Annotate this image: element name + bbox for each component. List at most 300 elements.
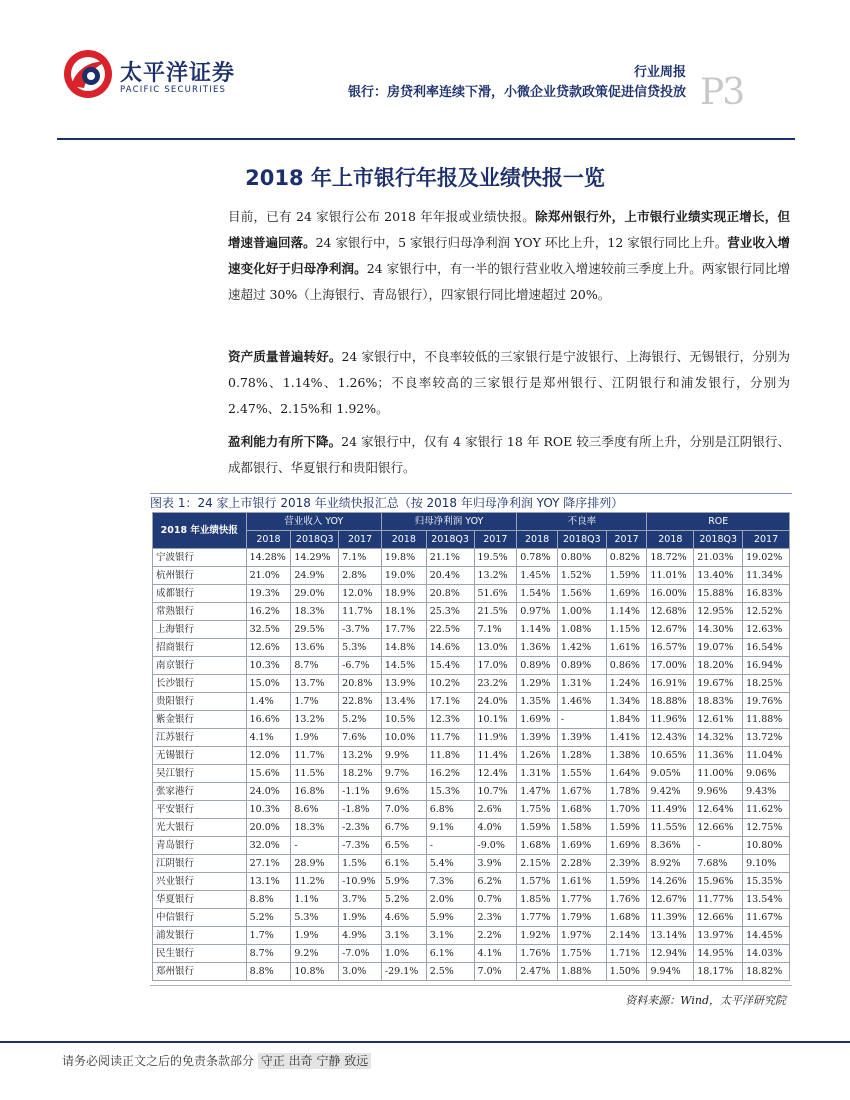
table-cell: 14.30%: [694, 621, 743, 639]
table-cell: 9.2%: [291, 945, 339, 963]
table-cell: 1.56%: [557, 585, 606, 603]
table-cell: 1.97%: [557, 927, 606, 945]
table-cell: -: [426, 837, 474, 855]
table-cell: 6.1%: [426, 945, 474, 963]
bank-name-cell: 中信银行: [153, 909, 247, 927]
table-row: [153, 963, 790, 981]
table-cell: 16.6%: [246, 711, 291, 729]
table-cell: 12.95%: [694, 603, 743, 621]
table-cell: 0.86%: [606, 657, 647, 675]
table-cell: 19.5%: [474, 549, 517, 567]
table-cell: 19.07%: [694, 639, 743, 657]
paragraph-profitability: [228, 429, 790, 481]
table-cell: 1.69%: [606, 585, 647, 603]
page-number: P3: [700, 72, 744, 113]
footer-disclaimer: 请务必阅读正文之后的免责条款部分: [62, 1054, 255, 1068]
table-cell: 14.45%: [743, 927, 790, 945]
table-row: [153, 891, 790, 909]
table-cell: 10.0%: [381, 729, 426, 747]
table-cell: -29.1%: [381, 963, 426, 981]
table-cell: 18.83%: [694, 693, 743, 711]
table-row: [153, 675, 790, 693]
table-row: [153, 945, 790, 963]
table-cell: 4.6%: [381, 909, 426, 927]
bank-name-cell: 南京银行: [153, 657, 247, 675]
table-cell: 1.26%: [517, 747, 558, 765]
table-cell: 7.3%: [426, 873, 474, 891]
table-cell: 11.67%: [743, 909, 790, 927]
table-cell: -: [291, 837, 339, 855]
table-cell: 22.5%: [426, 621, 474, 639]
table-cell: 9.10%: [743, 855, 790, 873]
table-cell: 5.2%: [339, 711, 382, 729]
table-cell: 18.82%: [743, 963, 790, 981]
table-cell: 1.9%: [291, 927, 339, 945]
bank-name-cell: 贵阳银行: [153, 693, 247, 711]
table-cell: 1.76%: [606, 891, 647, 909]
bank-name-cell: 光大银行: [153, 819, 247, 837]
table-cell: 12.52%: [743, 603, 790, 621]
table-source: 资料来源：Wind，太平洋研究院: [625, 994, 786, 1007]
table-cell: -1.8%: [339, 801, 382, 819]
footer: [62, 1052, 371, 1069]
table-cell: 6.2%: [474, 873, 517, 891]
table-cell: 12.3%: [426, 711, 474, 729]
table-cell: 14.6%: [426, 639, 474, 657]
table-row: [153, 549, 790, 567]
header-divider: [57, 138, 795, 140]
table-cell: 1.36%: [517, 639, 558, 657]
table-cell: 1.5%: [339, 855, 382, 873]
table-cell: 14.29%: [291, 549, 339, 567]
table-cell: 1.42%: [557, 639, 606, 657]
table-cell: 13.0%: [474, 639, 517, 657]
table-cell: 12.0%: [246, 747, 291, 765]
table-cell: 15.96%: [694, 873, 743, 891]
table-cell: 1.14%: [606, 603, 647, 621]
table-cell: 13.1%: [246, 873, 291, 891]
table-cell: 1.45%: [517, 567, 558, 585]
table-cell: 1.61%: [606, 639, 647, 657]
table-cell: 1.75%: [517, 801, 558, 819]
table-cell: 1.79%: [557, 909, 606, 927]
bank-name-cell: 兴业银行: [153, 873, 247, 891]
table-cell: 20.4%: [426, 567, 474, 585]
table-row: [153, 819, 790, 837]
table-cell: 11.7%: [426, 729, 474, 747]
table-row: [153, 693, 790, 711]
table-cell: 12.43%: [647, 729, 694, 747]
footer-divider: [0, 1041, 850, 1043]
company-logo: [62, 48, 236, 104]
table-cell: 1.84%: [606, 711, 647, 729]
table-cell: -7.0%: [339, 945, 382, 963]
table-cell: -10.9%: [339, 873, 382, 891]
table-cell: 5.3%: [339, 639, 382, 657]
table-cell: 18.3%: [291, 603, 339, 621]
table-cell: 9.06%: [743, 765, 790, 783]
table-cell: 12.67%: [647, 891, 694, 909]
paragraph-text: 24 家银行中，仅有 4 家银行 18 年 ROE 较三季度有所上升，分别是江阴银行、成都银行、华夏银行和贵阳银行。: [228, 434, 790, 475]
table-cell: 1.7%: [291, 693, 339, 711]
table-cell: 1.92%: [517, 927, 558, 945]
table-cell: 1.71%: [606, 945, 647, 963]
table-cell: 8.36%: [647, 837, 694, 855]
table-cell: 1.7%: [246, 927, 291, 945]
table-cell: 1.57%: [517, 873, 558, 891]
table-cell: 14.28%: [246, 549, 291, 567]
table-cell: 9.96%: [694, 783, 743, 801]
table-cell: 2.28%: [557, 855, 606, 873]
table-row: [153, 747, 790, 765]
bank-name-cell: 民生银行: [153, 945, 247, 963]
logo-chinese-name: 太平洋证券: [120, 61, 236, 86]
table-cell: 1.61%: [557, 873, 606, 891]
table-row: [153, 639, 790, 657]
table-cell: 3.0%: [339, 963, 382, 981]
table-cell: 21.5%: [474, 603, 517, 621]
column-group-header: 不良率: [517, 513, 647, 531]
table-cell: 17.0%: [474, 657, 517, 675]
table-cell: 0.78%: [517, 549, 558, 567]
bank-name-cell: 杭州银行: [153, 567, 247, 585]
table-cell: 1.31%: [557, 675, 606, 693]
table-cell: 11.36%: [694, 747, 743, 765]
table-cell: 13.14%: [647, 927, 694, 945]
table-cell: 1.59%: [606, 567, 647, 585]
table-cell: 18.2%: [339, 765, 382, 783]
table-cell: 2.5%: [426, 963, 474, 981]
table-cell: 13.7%: [291, 675, 339, 693]
table-cell: 12.64%: [694, 801, 743, 819]
table-cell: 13.9%: [381, 675, 426, 693]
column-sub-header: 2017: [474, 531, 517, 549]
column-sub-header: 2017: [339, 531, 382, 549]
table-cell: 2.0%: [426, 891, 474, 909]
table-cell: 21.0%: [246, 567, 291, 585]
table-cell: 13.2%: [291, 711, 339, 729]
table-cell: 15.0%: [246, 675, 291, 693]
table-cell: 14.95%: [694, 945, 743, 963]
table-cell: 4.9%: [339, 927, 382, 945]
bank-name-cell: 张家港行: [153, 783, 247, 801]
table-cell: 10.5%: [381, 711, 426, 729]
table-cell: 1.68%: [606, 909, 647, 927]
table-cell: 9.43%: [743, 783, 790, 801]
table-row: [153, 711, 790, 729]
table-cell: 9.7%: [381, 765, 426, 783]
table-cell: 5.9%: [426, 909, 474, 927]
table-cell: 19.0%: [381, 567, 426, 585]
table-cell: 16.83%: [743, 585, 790, 603]
table-cell: 1.4%: [246, 693, 291, 711]
table-cell: 12.63%: [743, 621, 790, 639]
table-cell: 1.88%: [557, 963, 606, 981]
table-cell: 11.5%: [291, 765, 339, 783]
column-sub-header: 2018: [517, 531, 558, 549]
paragraph-highlight: 资产质量普遍转好。: [228, 349, 342, 364]
table-row: [153, 567, 790, 585]
table-cell: 1.0%: [381, 945, 426, 963]
table-cell: 10.3%: [246, 801, 291, 819]
table-cell: 4.0%: [474, 819, 517, 837]
table-cell: 10.80%: [743, 837, 790, 855]
table-cell: 1.75%: [557, 945, 606, 963]
table-cell: 1.68%: [517, 837, 558, 855]
table-cell: 12.6%: [246, 639, 291, 657]
table-cell: 4.1%: [474, 945, 517, 963]
table-cell: 5.2%: [381, 891, 426, 909]
table-cell: 0.89%: [517, 657, 558, 675]
table-cell: 1.77%: [517, 909, 558, 927]
table-caption: 图表 1：24 家上市银行 2018 年业绩快报汇总（按 2018 年归母净利润 YOY 降序排列）: [150, 493, 792, 512]
table-cell: 1.50%: [606, 963, 647, 981]
table-cell: 25.3%: [426, 603, 474, 621]
table-cell: 12.67%: [647, 621, 694, 639]
bank-name-cell: 常熟银行: [153, 603, 247, 621]
table-cell: 1.69%: [606, 837, 647, 855]
table-cell: 2.3%: [474, 909, 517, 927]
table-cell: 11.77%: [694, 891, 743, 909]
table-cell: 10.7%: [474, 783, 517, 801]
table-cell: 12.66%: [694, 909, 743, 927]
table-cell: 13.97%: [694, 927, 743, 945]
table-row: [153, 585, 790, 603]
table-cell: 1.55%: [557, 765, 606, 783]
table-cell: 8.8%: [246, 891, 291, 909]
table-cell: 11.7%: [291, 747, 339, 765]
paragraph-performance: [228, 204, 790, 308]
table-cell: 1.78%: [606, 783, 647, 801]
table-cell: 24.0%: [246, 783, 291, 801]
table-cell: 16.8%: [291, 783, 339, 801]
table-cell: 18.3%: [291, 819, 339, 837]
table-cell: 1.85%: [517, 891, 558, 909]
table-cell: 11.01%: [647, 567, 694, 585]
column-group-header: 归母净利润 YOY: [381, 513, 516, 531]
table-cell: 2.39%: [606, 855, 647, 873]
table-row: [153, 621, 790, 639]
column-sub-header: 2018Q3: [694, 531, 743, 549]
table-cell: 51.6%: [474, 585, 517, 603]
table-cell: 1.47%: [517, 783, 558, 801]
table-cell: 24.9%: [291, 567, 339, 585]
table-cell: 11.9%: [474, 729, 517, 747]
table-cell: 19.8%: [381, 549, 426, 567]
bank-name-cell: 招商银行: [153, 639, 247, 657]
table-cell: 3.1%: [426, 927, 474, 945]
table-cell: 1.34%: [606, 693, 647, 711]
table-cell: 1.59%: [517, 819, 558, 837]
table-cell: 13.2%: [339, 747, 382, 765]
table-cell: 9.42%: [647, 783, 694, 801]
table-cell: 32.0%: [246, 837, 291, 855]
table-cell: -7.3%: [339, 837, 382, 855]
table-cell: 1.76%: [517, 945, 558, 963]
bank-name-cell: 宁波银行: [153, 549, 247, 567]
table-cell: -: [694, 837, 743, 855]
table-cell: 18.88%: [647, 693, 694, 711]
table-cell: 11.34%: [743, 567, 790, 585]
bank-name-cell: 上海银行: [153, 621, 247, 639]
logo-english-name: PACIFIC SECURITIES: [120, 85, 227, 95]
table-row: [153, 603, 790, 621]
table-row: [153, 783, 790, 801]
table-row: [153, 657, 790, 675]
bank-name-cell: 郑州银行: [153, 963, 247, 981]
table-cell: -1.1%: [339, 783, 382, 801]
table-cell: 1.39%: [557, 729, 606, 747]
table-row: [153, 765, 790, 783]
table-cell: 9.1%: [426, 819, 474, 837]
table-cell: 13.4%: [381, 693, 426, 711]
table-row: [153, 801, 790, 819]
table-cell: 17.00%: [647, 657, 694, 675]
table-cell: 11.96%: [647, 711, 694, 729]
report-subtitle: 银行：房贷利率连续下滑，小微企业贷款政策促进信贷投放: [347, 85, 686, 100]
table-cell: 1.64%: [606, 765, 647, 783]
column-group-header: 营业收入 YOY: [246, 513, 381, 531]
table-cell: 14.03%: [743, 945, 790, 963]
table-cell: 12.0%: [339, 585, 382, 603]
table-cell: 21.03%: [694, 549, 743, 567]
table-cell: 1.9%: [339, 909, 382, 927]
bank-name-cell: 无锡银行: [153, 747, 247, 765]
table-row: [153, 873, 790, 891]
table-cell: 12.61%: [694, 711, 743, 729]
table-cell: 7.0%: [381, 801, 426, 819]
table-cell: 3.1%: [381, 927, 426, 945]
table-cell: 28.9%: [291, 855, 339, 873]
table-cell: 10.1%: [474, 711, 517, 729]
table-cell: 3.9%: [474, 855, 517, 873]
table-cell: 17.7%: [381, 621, 426, 639]
table-row: [153, 855, 790, 873]
table-cell: 12.4%: [474, 765, 517, 783]
table-cell: 24.0%: [474, 693, 517, 711]
table-cell: 1.14%: [517, 621, 558, 639]
table-cell: 8.92%: [647, 855, 694, 873]
table-cell: 11.8%: [426, 747, 474, 765]
pacific-securities-logo-icon: [62, 48, 114, 100]
table-cell: 13.6%: [291, 639, 339, 657]
table-cell: -: [557, 711, 606, 729]
table-cell: 1.31%: [517, 765, 558, 783]
table-cell: 15.3%: [426, 783, 474, 801]
table-cell: -9.0%: [474, 837, 517, 855]
bank-name-cell: 浦发银行: [153, 927, 247, 945]
table-cell: 10.65%: [647, 747, 694, 765]
table-cell: 17.1%: [426, 693, 474, 711]
table-cell: 4.1%: [246, 729, 291, 747]
table-cell: 0.80%: [557, 549, 606, 567]
page-title: 2018 年上市银行年报及业绩快报一览: [245, 166, 605, 190]
table-cell: 15.35%: [743, 873, 790, 891]
table-cell: 3.7%: [339, 891, 382, 909]
table-cell: 8.6%: [291, 801, 339, 819]
table-cell: 18.17%: [694, 963, 743, 981]
table-cell: 1.15%: [606, 621, 647, 639]
bank-performance-table: [152, 512, 790, 981]
table-cell: 10.3%: [246, 657, 291, 675]
table-cell: 5.2%: [246, 909, 291, 927]
table-cell: 16.94%: [743, 657, 790, 675]
table-cell: 18.20%: [694, 657, 743, 675]
bank-name-cell: 青岛银行: [153, 837, 247, 855]
table-cell: 1.54%: [517, 585, 558, 603]
table-cell: 0.82%: [606, 549, 647, 567]
column-sub-header: 2018: [246, 531, 291, 549]
table-cell: 6.1%: [381, 855, 426, 873]
table-cell: 7.1%: [339, 549, 382, 567]
paragraph-highlight: 营业收入增速变化好于归母净利润。: [228, 235, 790, 276]
table-cell: 7.0%: [474, 963, 517, 981]
table-cell: 11.4%: [474, 747, 517, 765]
table-cell: 1.9%: [291, 729, 339, 747]
table-cell: 1.58%: [557, 819, 606, 837]
table-cell: 1.59%: [606, 819, 647, 837]
table-cell: 11.62%: [743, 801, 790, 819]
table-cell: 1.28%: [557, 747, 606, 765]
report-type: 行业周报: [633, 65, 686, 80]
table-cell: 12.68%: [647, 603, 694, 621]
table-cell: 8.7%: [291, 657, 339, 675]
bank-name-cell: 紫金银行: [153, 711, 247, 729]
table-cell: 18.72%: [647, 549, 694, 567]
table-cell: 7.6%: [339, 729, 382, 747]
table-cell: -2.3%: [339, 819, 382, 837]
table-cell: 1.68%: [557, 801, 606, 819]
table-cell: 13.2%: [474, 567, 517, 585]
table-cell: 1.35%: [517, 693, 558, 711]
table-cell: 15.6%: [246, 765, 291, 783]
table-cell: 20.0%: [246, 819, 291, 837]
column-sub-header: 2018Q3: [426, 531, 474, 549]
table-cell: 14.5%: [381, 657, 426, 675]
table-cell: 0.7%: [474, 891, 517, 909]
table-cell: 5.9%: [381, 873, 426, 891]
table-cell: 21.1%: [426, 549, 474, 567]
table-cell: 1.24%: [606, 675, 647, 693]
table-cell: 6.8%: [426, 801, 474, 819]
bank-name-cell: 成都银行: [153, 585, 247, 603]
table-cell: 7.1%: [474, 621, 517, 639]
table-cell: 11.00%: [694, 765, 743, 783]
table-cell: 16.91%: [647, 675, 694, 693]
column-sub-header: 2018: [647, 531, 694, 549]
table-cell: 11.55%: [647, 819, 694, 837]
table-row: [153, 729, 790, 747]
table-cell: 11.2%: [291, 873, 339, 891]
table-cell: 18.9%: [381, 585, 426, 603]
table-cell: -3.7%: [339, 621, 382, 639]
table-cell: 1.67%: [557, 783, 606, 801]
table-cell: 8.7%: [246, 945, 291, 963]
bank-name-cell: 吴江银行: [153, 765, 247, 783]
table-cell: 18.1%: [381, 603, 426, 621]
table-cell: 13.40%: [694, 567, 743, 585]
table-cell: 23.2%: [474, 675, 517, 693]
table-cell: 1.41%: [606, 729, 647, 747]
paragraph-highlight: 盈利能力有所下降。: [228, 434, 342, 449]
table-cell: 13.54%: [743, 891, 790, 909]
column-sub-header: 2018Q3: [557, 531, 606, 549]
table-cell: 16.2%: [426, 765, 474, 783]
paragraph-highlight: 除郑州银行外，上市银行业绩实现正增长，但增速普遍回落。: [228, 209, 790, 250]
table-cell: 15.88%: [694, 585, 743, 603]
table-cell: 1.38%: [606, 747, 647, 765]
table-cell: 14.26%: [647, 873, 694, 891]
